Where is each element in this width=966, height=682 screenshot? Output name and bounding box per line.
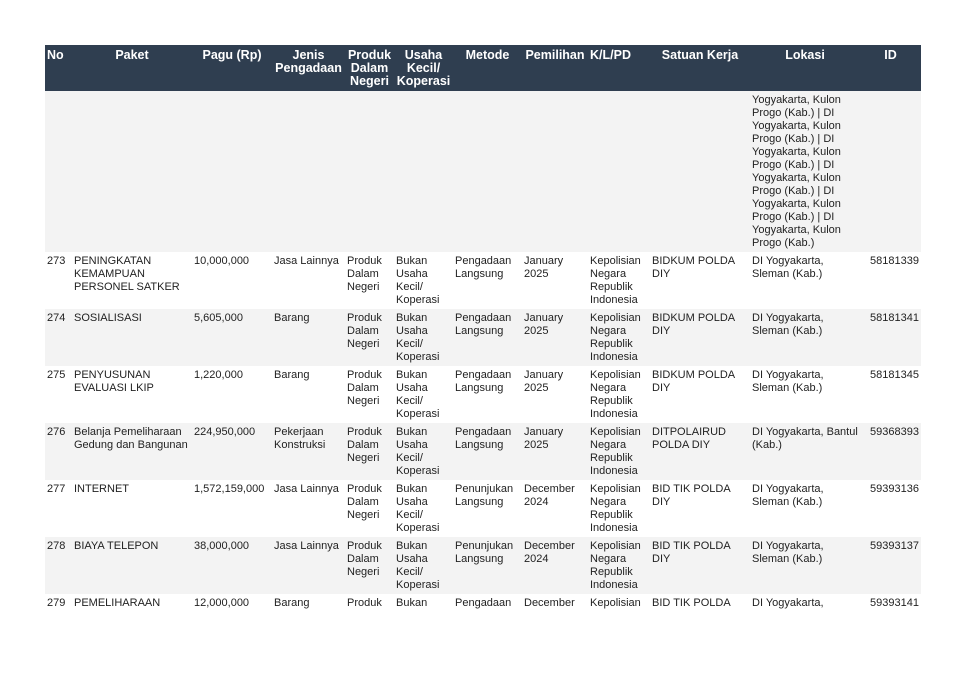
header-pemilihan: Pemilihan [522,45,588,91]
cell-no: 278 [45,537,72,594]
cell-klpd: Kepolisian [590,597,641,609]
cell-jenis: Jasa Lainnya [272,537,345,594]
table-row [45,309,921,366]
cell-produk: Produk Dalam Negeri [345,537,394,594]
cell-no: 273 [47,255,66,267]
cell-metode: Pengadaan Langsung [455,255,512,280]
table-row [45,537,921,594]
cell-pagu: 10,000,000 [194,255,250,267]
cell-pagu: 12,000,000 [194,597,250,609]
cell-pemilihan: January 2025 [522,423,588,480]
cell-pagu: 38,000,000 [192,537,272,594]
table-row [45,252,921,309]
cell-pemilihan: December 2024 [524,483,575,508]
cell-metode: Pengadaan Langsung [453,423,522,480]
cell-produk: Produk [347,597,382,609]
cell-pagu: 5,605,000 [192,309,272,366]
cell-pemilihan: January 2025 [524,369,564,394]
cell-produk: Produk Dalam Negeri [347,369,382,407]
cell-satker: BID TIK POLDA [652,597,731,609]
cell-paket: PENINGKATAN KEMAMPUAN PERSONEL SATKER [74,255,180,293]
cell-pemilihan: December 2024 [522,537,588,594]
header-id: ID [860,45,921,91]
cell-id: 59368393 [860,423,921,480]
cell-id: 59393137 [860,537,921,594]
cell-pemilihan: January 2025 [524,255,564,280]
cell-produk: Produk Dalam Negeri [345,309,394,366]
cell-produk: Produk Dalam Negeri [347,483,382,521]
cell-usaha: Bukan [396,597,428,609]
cell-id: 58181339 [870,255,919,267]
header-paket: Paket [72,45,192,91]
cell-paket: Belanja Pemeliharaan Gedung dan Bangunan [72,423,192,480]
cell-id: 58181341 [860,309,921,366]
cell-jenis: Jasa Lainnya [274,255,339,267]
cell-paket: PENYUSUNAN EVALUASI LKIP [74,369,154,394]
cell-lokasi: DI Yogyakarta, Sleman (Kab.) [752,369,824,394]
header-produk: Produk Dalam Negeri [345,45,394,91]
cell-jenis: Barang [274,597,310,609]
table-row [45,480,921,537]
cell-lokasi: DI Yogyakarta, Sleman (Kab.) [752,255,824,280]
header-klpd: K/L/PD [588,45,650,91]
cell-klpd: Kepolisian Negara Republik Indonesia [590,255,641,306]
cell-usaha: Bukan Usaha Kecil/ Koperasi [396,369,440,420]
header-lokasi: Lokasi [750,45,860,91]
header-pagu: Pagu (Rp) [192,45,272,91]
cell-lokasi: DI Yogyakarta, Sleman (Kab.) [752,483,824,508]
cell-usaha: Bukan Usaha Kecil/ Koperasi [394,537,453,594]
cell-no: 279 [47,597,66,609]
cell-pagu: 1,220,000 [194,369,243,381]
cell-metode: Pengadaan [455,597,512,609]
procurement-table [45,45,921,612]
cell-lokasi: DI Yogyakarta, Sleman (Kab.) [750,309,860,366]
cell-usaha: Bukan Usaha Kecil/ Koperasi [396,255,440,306]
header-satker: Satuan Kerja [650,45,750,91]
cell-usaha: Bukan Usaha Kecil/ Koperasi [396,483,440,534]
table-row [45,366,921,423]
cell-satker: DITPOLAIRUD POLDA DIY [650,423,750,480]
cell-metode: Pengadaan Langsung [453,309,522,366]
cell-satker: BID TIK POLDA DIY [652,483,731,508]
cell-jenis: Jasa Lainnya [274,483,339,495]
cell-jenis: Barang [272,309,345,366]
cell-id: 59393136 [870,483,919,495]
cell-paket: PEMELIHARAAN [74,597,161,609]
continuation-lokasi: Yogyakarta, Kulon Progo (Kab.) | DI Yogyakarta, Kulon Progo (Kab.) | DI Yogyakarta, Kulon Progo (Kab.) | DI Yogyakarta, Kulon Progo (Kab.) | DI Yogyakarta, Kulon Progo (Kab.) | DI Yogyakarta, Kulon Progo (Kab.) [750,91,860,252]
cell-metode: Pengadaan Langsung [455,369,512,394]
cell-paket: INTERNET [74,483,129,495]
cell-produk: Produk Dalam Negeri [345,423,394,480]
cell-satker: BIDKUM POLDA DIY [652,369,735,394]
header-no: No [45,45,72,91]
cell-satker: BIDKUM POLDA DIY [650,309,750,366]
cell-usaha: Bukan Usaha Kecil/ Koperasi [394,423,453,480]
cell-no: 276 [45,423,72,480]
table-row [45,423,921,480]
cell-no: 275 [47,369,66,381]
cell-klpd: Kepolisian Negara Republik Indonesia [590,483,641,534]
continuation-row [45,91,921,252]
cell-metode: Penunjukan Langsung [453,537,522,594]
cell-no: 277 [47,483,66,495]
cell-klpd: Kepolisian Negara Republik Indonesia [590,369,641,420]
cell-paket: BIAYA TELEPON [72,537,192,594]
cell-satker: BID TIK POLDA DIY [650,537,750,594]
header-metode: Metode [453,45,522,91]
cell-klpd: Kepolisian Negara Republik Indonesia [588,537,650,594]
cell-jenis: Pekerjaan Konstruksi [272,423,345,480]
cell-pagu: 224,950,000 [192,423,272,480]
cell-klpd: Kepolisian Negara Republik Indonesia [588,309,650,366]
cell-usaha: Bukan Usaha Kecil/ Koperasi [394,309,453,366]
table-row [45,594,921,612]
cell-pemilihan: December [524,597,575,609]
cell-lokasi: DI Yogyakarta, [752,597,824,609]
cell-produk: Produk Dalam Negeri [347,255,382,293]
cell-id: 59393141 [870,597,919,609]
cell-pemilihan: January 2025 [522,309,588,366]
cell-lokasi: DI Yogyakarta, Bantul (Kab.) [750,423,860,480]
table-header-row [45,45,921,91]
cell-klpd: Kepolisian Negara Republik Indonesia [588,423,650,480]
cell-jenis: Barang [274,369,310,381]
header-jenis: Jenis Pengadaan [272,45,345,91]
header-usaha: Usaha Kecil/ Koperasi [394,45,453,91]
cell-lokasi: DI Yogyakarta, Sleman (Kab.) [750,537,860,594]
cell-id: 58181345 [870,369,919,381]
cell-satker: BIDKUM POLDA DIY [652,255,735,280]
cell-pagu: 1,572,159,000 [194,483,265,495]
cell-metode: Penunjukan Langsung [455,483,514,508]
cell-paket: SOSIALISASI [72,309,192,366]
cell-no: 274 [45,309,72,366]
